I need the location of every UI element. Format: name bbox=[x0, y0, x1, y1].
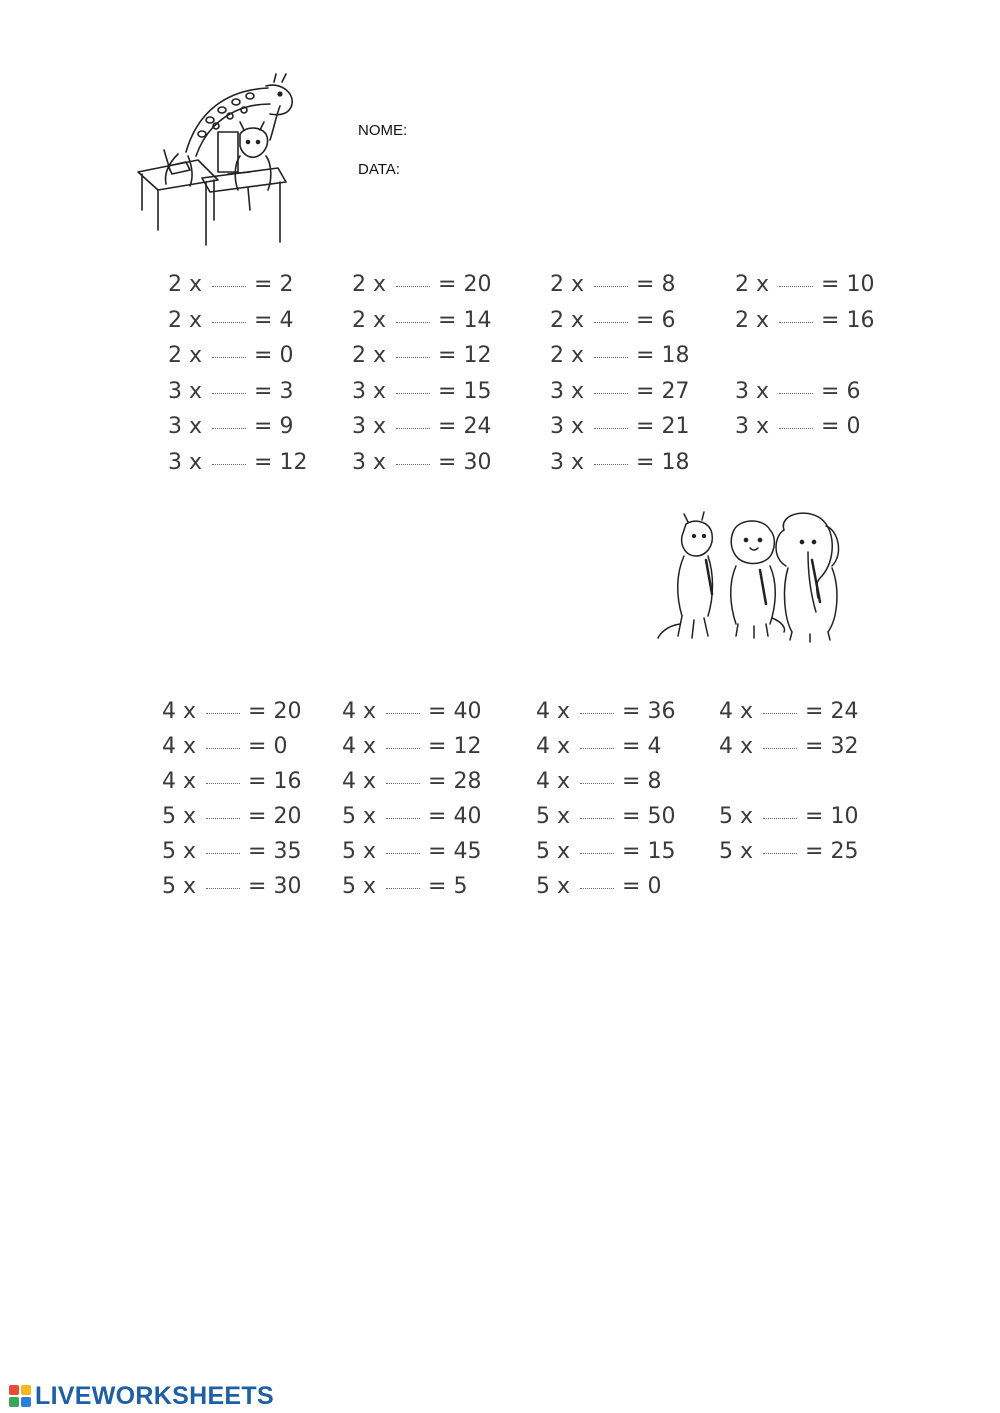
factor: 3 bbox=[550, 449, 564, 475]
answer-blank[interactable] bbox=[594, 464, 628, 465]
equals-sign: = bbox=[428, 734, 447, 759]
equation-item[interactable] bbox=[536, 872, 661, 902]
equals-sign: = bbox=[622, 769, 641, 794]
result: 27 bbox=[661, 378, 690, 404]
factor: 3 bbox=[352, 449, 366, 475]
equation-item[interactable] bbox=[342, 872, 467, 902]
times-sign: x bbox=[373, 343, 387, 368]
result: 8 bbox=[661, 272, 676, 297]
equation-item[interactable] bbox=[162, 837, 301, 867]
factor: 4 bbox=[719, 734, 733, 759]
equals-sign: = bbox=[805, 804, 824, 829]
equation-item[interactable] bbox=[550, 270, 675, 300]
answer-blank[interactable] bbox=[396, 428, 430, 429]
times-sign: x bbox=[571, 307, 585, 333]
answer-blank[interactable] bbox=[386, 853, 420, 854]
result: 24 bbox=[463, 414, 492, 439]
answer-blank[interactable] bbox=[763, 713, 797, 714]
factor: 4 bbox=[342, 769, 356, 794]
factor: 2 bbox=[352, 272, 366, 297]
answer-blank[interactable] bbox=[212, 286, 246, 287]
equals-sign: = bbox=[622, 699, 641, 724]
times-sign: x bbox=[363, 769, 377, 794]
factor: 5 bbox=[536, 839, 550, 864]
answer-blank[interactable] bbox=[212, 357, 246, 358]
result: 18 bbox=[661, 449, 690, 475]
giraffe-goat-desk-illustration bbox=[128, 70, 308, 250]
result: 20 bbox=[273, 804, 302, 829]
equals-sign: = bbox=[428, 804, 447, 829]
times-sign: x bbox=[363, 699, 377, 724]
times-sign: x bbox=[740, 734, 754, 759]
answer-blank[interactable] bbox=[779, 393, 813, 394]
equals-sign: = bbox=[438, 378, 457, 404]
factor: 4 bbox=[162, 769, 176, 794]
equals-sign: = bbox=[622, 804, 641, 829]
equation-item[interactable] bbox=[735, 306, 874, 336]
answer-blank[interactable] bbox=[386, 818, 420, 819]
result: 4 bbox=[279, 307, 294, 333]
answer-blank[interactable] bbox=[594, 286, 628, 287]
equals-sign: = bbox=[438, 449, 457, 475]
equation-item[interactable] bbox=[342, 767, 481, 797]
equation-item[interactable] bbox=[536, 837, 675, 867]
times-sign: x bbox=[740, 699, 754, 724]
equals-sign: = bbox=[248, 839, 267, 864]
result: 28 bbox=[453, 769, 482, 794]
result: 4 bbox=[647, 734, 662, 759]
equals-sign: = bbox=[248, 734, 267, 759]
equals-sign: = bbox=[622, 734, 641, 759]
times-sign: x bbox=[363, 734, 377, 759]
equals-sign: = bbox=[821, 307, 840, 333]
equals-sign: = bbox=[254, 414, 273, 439]
equals-sign: = bbox=[248, 874, 267, 899]
factor: 5 bbox=[719, 839, 733, 864]
animals-flute-illustration bbox=[650, 508, 850, 653]
equals-sign: = bbox=[428, 839, 447, 864]
times-sign: x bbox=[557, 804, 571, 829]
equals-sign: = bbox=[254, 272, 273, 297]
answer-blank[interactable] bbox=[206, 713, 240, 714]
factor: 3 bbox=[550, 414, 564, 439]
times-sign: x bbox=[189, 378, 203, 404]
factor: 3 bbox=[168, 378, 182, 404]
equals-sign: = bbox=[438, 343, 457, 368]
factor: 4 bbox=[536, 699, 550, 724]
result: 5 bbox=[453, 874, 468, 899]
factor: 5 bbox=[536, 874, 550, 899]
equation-item[interactable] bbox=[735, 270, 874, 300]
answer-blank[interactable] bbox=[594, 428, 628, 429]
equation-item[interactable] bbox=[735, 412, 860, 442]
result: 30 bbox=[463, 449, 492, 475]
result: 20 bbox=[463, 272, 492, 297]
equals-sign: = bbox=[821, 414, 840, 439]
factor: 2 bbox=[168, 272, 182, 297]
equation-item[interactable] bbox=[162, 767, 301, 797]
result: 30 bbox=[273, 874, 302, 899]
equals-sign: = bbox=[805, 734, 824, 759]
factor: 2 bbox=[550, 343, 564, 368]
result: 6 bbox=[846, 378, 861, 404]
answer-blank[interactable] bbox=[206, 748, 240, 749]
equals-sign: = bbox=[438, 307, 457, 333]
times-sign: x bbox=[740, 839, 754, 864]
equals-sign: = bbox=[636, 449, 655, 475]
date-label: DATA: bbox=[358, 161, 400, 178]
answer-blank[interactable] bbox=[206, 783, 240, 784]
equation-item[interactable] bbox=[162, 872, 301, 902]
answer-blank[interactable] bbox=[212, 428, 246, 429]
equals-sign: = bbox=[636, 307, 655, 333]
equals-sign: = bbox=[248, 769, 267, 794]
answer-blank[interactable] bbox=[212, 322, 246, 323]
equals-sign: = bbox=[636, 378, 655, 404]
times-sign: x bbox=[363, 874, 377, 899]
times-sign: x bbox=[183, 839, 197, 864]
equation-item[interactable] bbox=[719, 802, 858, 832]
result: 18 bbox=[661, 343, 690, 368]
factor: 4 bbox=[342, 699, 356, 724]
factor: 4 bbox=[162, 699, 176, 724]
answer-blank[interactable] bbox=[594, 393, 628, 394]
equation-item[interactable] bbox=[536, 732, 661, 762]
factor: 5 bbox=[342, 874, 356, 899]
factor: 5 bbox=[342, 839, 356, 864]
factor: 2 bbox=[352, 343, 366, 368]
times-sign: x bbox=[189, 272, 203, 297]
times-sign: x bbox=[571, 414, 585, 439]
factor: 4 bbox=[536, 769, 550, 794]
times-sign: x bbox=[183, 699, 197, 724]
factor: 2 bbox=[550, 307, 564, 333]
equation-item[interactable] bbox=[168, 448, 307, 478]
result: 14 bbox=[463, 307, 492, 333]
result: 0 bbox=[273, 734, 288, 759]
times-sign: x bbox=[373, 307, 387, 333]
equation-item[interactable] bbox=[162, 732, 287, 762]
times-sign: x bbox=[756, 307, 770, 333]
times-sign: x bbox=[557, 769, 571, 794]
equals-sign: = bbox=[254, 449, 273, 475]
equals-sign: = bbox=[636, 414, 655, 439]
times-sign: x bbox=[571, 378, 585, 404]
times-sign: x bbox=[189, 343, 203, 368]
factor: 4 bbox=[162, 734, 176, 759]
answer-blank[interactable] bbox=[594, 357, 628, 358]
result: 0 bbox=[279, 343, 294, 368]
equals-sign: = bbox=[622, 874, 641, 899]
answer-blank[interactable] bbox=[396, 464, 430, 465]
answer-blank[interactable] bbox=[580, 748, 614, 749]
answer-blank[interactable] bbox=[396, 286, 430, 287]
answer-blank[interactable] bbox=[580, 818, 614, 819]
answer-blank[interactable] bbox=[386, 713, 420, 714]
equation-item[interactable] bbox=[352, 377, 491, 407]
equals-sign: = bbox=[821, 378, 840, 404]
equation-item[interactable] bbox=[719, 837, 858, 867]
answer-blank[interactable] bbox=[580, 713, 614, 714]
equation-item[interactable] bbox=[352, 448, 491, 478]
equation-item[interactable] bbox=[168, 377, 293, 407]
factor: 5 bbox=[342, 804, 356, 829]
answer-blank[interactable] bbox=[763, 853, 797, 854]
equals-sign: = bbox=[438, 414, 457, 439]
times-sign: x bbox=[557, 699, 571, 724]
equation-item[interactable] bbox=[168, 270, 293, 300]
factor: 2 bbox=[168, 307, 182, 333]
equation-item[interactable] bbox=[352, 306, 491, 336]
result: 16 bbox=[846, 307, 875, 333]
answer-blank[interactable] bbox=[779, 428, 813, 429]
times-sign: x bbox=[183, 804, 197, 829]
times-sign: x bbox=[557, 734, 571, 759]
equals-sign: = bbox=[821, 272, 840, 297]
factor: 4 bbox=[342, 734, 356, 759]
answer-blank[interactable] bbox=[386, 748, 420, 749]
result: 40 bbox=[453, 699, 482, 724]
times-sign: x bbox=[571, 449, 585, 475]
times-sign: x bbox=[571, 272, 585, 297]
answer-blank[interactable] bbox=[396, 322, 430, 323]
answer-blank[interactable] bbox=[206, 888, 240, 889]
answer-blank[interactable] bbox=[212, 393, 246, 394]
times-sign: x bbox=[189, 307, 203, 333]
answer-blank[interactable] bbox=[580, 783, 614, 784]
times-sign: x bbox=[189, 449, 203, 475]
equals-sign: = bbox=[636, 343, 655, 368]
answer-blank[interactable] bbox=[206, 818, 240, 819]
times-sign: x bbox=[363, 804, 377, 829]
equation-item[interactable] bbox=[550, 412, 689, 442]
times-sign: x bbox=[373, 272, 387, 297]
equation-item[interactable] bbox=[342, 697, 481, 727]
result: 25 bbox=[830, 839, 859, 864]
factor: 3 bbox=[168, 414, 182, 439]
equation-item[interactable] bbox=[342, 837, 481, 867]
times-sign: x bbox=[756, 378, 770, 404]
factor: 5 bbox=[719, 804, 733, 829]
result: 0 bbox=[647, 874, 662, 899]
equals-sign: = bbox=[636, 272, 655, 297]
factor: 3 bbox=[550, 378, 564, 404]
factor: 2 bbox=[735, 272, 749, 297]
factor: 4 bbox=[536, 734, 550, 759]
equals-sign: = bbox=[805, 839, 824, 864]
equation-item[interactable] bbox=[550, 341, 689, 371]
times-sign: x bbox=[183, 874, 197, 899]
factor: 5 bbox=[162, 839, 176, 864]
factor: 2 bbox=[735, 307, 749, 333]
answer-blank[interactable] bbox=[763, 818, 797, 819]
answer-blank[interactable] bbox=[386, 888, 420, 889]
factor: 5 bbox=[162, 804, 176, 829]
times-sign: x bbox=[373, 378, 387, 404]
factor: 5 bbox=[536, 804, 550, 829]
times-sign: x bbox=[373, 414, 387, 439]
equation-item[interactable] bbox=[162, 697, 301, 727]
answer-blank[interactable] bbox=[594, 322, 628, 323]
equation-item[interactable] bbox=[168, 412, 293, 442]
result: 15 bbox=[463, 378, 492, 404]
times-sign: x bbox=[183, 734, 197, 759]
result: 12 bbox=[453, 734, 482, 759]
equals-sign: = bbox=[428, 874, 447, 899]
equation-item[interactable] bbox=[342, 732, 481, 762]
answer-blank[interactable] bbox=[396, 393, 430, 394]
times-sign: x bbox=[189, 414, 203, 439]
result: 0 bbox=[846, 414, 861, 439]
equation-item[interactable] bbox=[536, 767, 661, 797]
result: 9 bbox=[279, 414, 294, 439]
equals-sign: = bbox=[805, 699, 824, 724]
equation-item[interactable] bbox=[536, 697, 675, 727]
equation-item[interactable] bbox=[168, 341, 293, 371]
equation-item[interactable] bbox=[352, 341, 491, 371]
factor: 3 bbox=[352, 378, 366, 404]
name-label: NOME: bbox=[358, 122, 408, 139]
result: 50 bbox=[647, 804, 676, 829]
result: 3 bbox=[279, 378, 294, 404]
equation-item[interactable] bbox=[352, 412, 491, 442]
result: 16 bbox=[273, 769, 302, 794]
result: 35 bbox=[273, 839, 302, 864]
equals-sign: = bbox=[248, 804, 267, 829]
equals-sign: = bbox=[254, 307, 273, 333]
liveworksheets-logo-icon bbox=[8, 1384, 32, 1408]
equals-sign: = bbox=[248, 699, 267, 724]
factor: 2 bbox=[168, 343, 182, 368]
times-sign: x bbox=[740, 804, 754, 829]
equals-sign: = bbox=[622, 839, 641, 864]
answer-blank[interactable] bbox=[206, 853, 240, 854]
equals-sign: = bbox=[254, 378, 273, 404]
equals-sign: = bbox=[428, 769, 447, 794]
result: 45 bbox=[453, 839, 482, 864]
factor: 5 bbox=[162, 874, 176, 899]
answer-blank[interactable] bbox=[779, 286, 813, 287]
times-sign: x bbox=[557, 874, 571, 899]
answer-blank[interactable] bbox=[580, 853, 614, 854]
result: 10 bbox=[830, 804, 859, 829]
factor: 3 bbox=[735, 414, 749, 439]
result: 21 bbox=[661, 414, 690, 439]
equation-item[interactable] bbox=[352, 270, 491, 300]
result: 12 bbox=[279, 449, 308, 475]
equation-item[interactable] bbox=[735, 377, 860, 407]
times-sign: x bbox=[557, 839, 571, 864]
result: 6 bbox=[661, 307, 676, 333]
factor: 2 bbox=[352, 307, 366, 333]
result: 15 bbox=[647, 839, 676, 864]
result: 8 bbox=[647, 769, 662, 794]
equals-sign: = bbox=[428, 699, 447, 724]
equation-item[interactable] bbox=[719, 697, 858, 727]
result: 32 bbox=[830, 734, 859, 759]
times-sign: x bbox=[756, 272, 770, 297]
answer-blank[interactable] bbox=[386, 783, 420, 784]
factor: 3 bbox=[735, 378, 749, 404]
result: 40 bbox=[453, 804, 482, 829]
equation-item[interactable] bbox=[342, 802, 481, 832]
times-sign: x bbox=[183, 769, 197, 794]
equation-item[interactable] bbox=[162, 802, 301, 832]
result: 10 bbox=[846, 272, 875, 297]
equation-item[interactable] bbox=[550, 306, 675, 336]
equation-item[interactable] bbox=[168, 306, 293, 336]
factor: 3 bbox=[168, 449, 182, 475]
factor: 2 bbox=[550, 272, 564, 297]
equation-item[interactable] bbox=[550, 448, 689, 478]
equation-item[interactable] bbox=[719, 732, 858, 762]
answer-blank[interactable] bbox=[779, 322, 813, 323]
result: 12 bbox=[463, 343, 492, 368]
result: 2 bbox=[279, 272, 294, 297]
factor: 4 bbox=[719, 699, 733, 724]
liveworksheets-logo-text: LIVEWORKSHEETS bbox=[35, 1381, 274, 1410]
answer-blank[interactable] bbox=[763, 748, 797, 749]
factor: 3 bbox=[352, 414, 366, 439]
times-sign: x bbox=[756, 414, 770, 439]
equals-sign: = bbox=[254, 343, 273, 368]
liveworksheets-logo bbox=[8, 1380, 274, 1412]
result: 24 bbox=[830, 699, 859, 724]
equation-item[interactable] bbox=[550, 377, 689, 407]
times-sign: x bbox=[373, 449, 387, 475]
equation-item[interactable] bbox=[536, 802, 675, 832]
times-sign: x bbox=[571, 343, 585, 368]
answer-blank[interactable] bbox=[580, 888, 614, 889]
equals-sign: = bbox=[438, 272, 457, 297]
times-sign: x bbox=[363, 839, 377, 864]
result: 20 bbox=[273, 699, 302, 724]
result: 36 bbox=[647, 699, 676, 724]
answer-blank[interactable] bbox=[212, 464, 246, 465]
answer-blank[interactable] bbox=[396, 357, 430, 358]
